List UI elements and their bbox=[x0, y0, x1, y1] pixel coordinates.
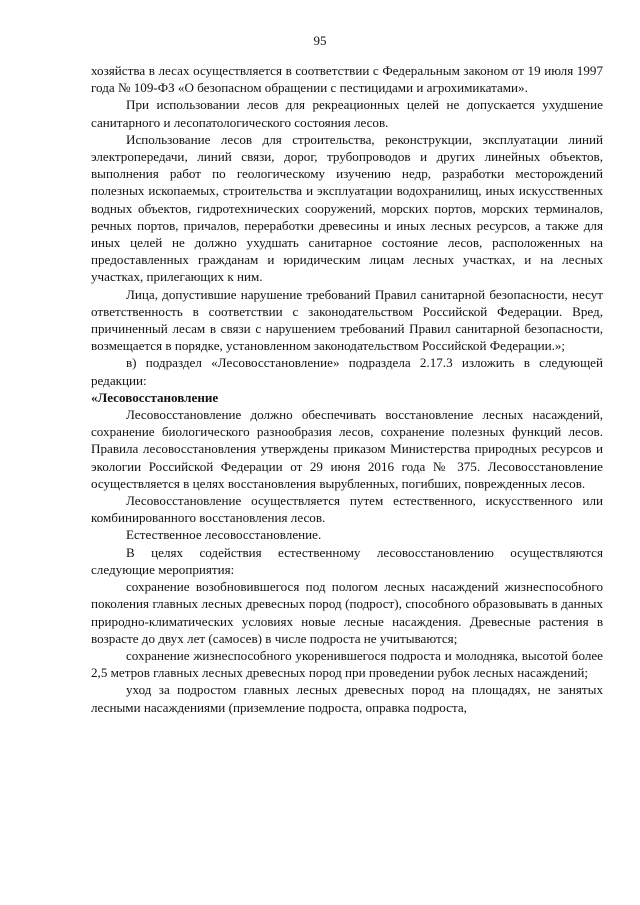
paragraph: в) подраздел «Лесовосстановление» подраздела 2.17.3 изложить в следующей редакции: bbox=[91, 355, 603, 388]
paragraph: Лесовосстановление должно обеспечивать восстановление лесных насаждений, сохранение биологического разнообразия лесов, сохранение полезных функций лесов. Правила лесовосстановления утверждены приказом Министерства природных ресурсов и экологии Российской Федерации от 29 июня 2016 года № 375. Лесовосстановление осуществляется в целях восстановления вырубленных, погибших, поврежденных лесов. bbox=[91, 407, 603, 491]
paragraph: В целях содействия естественному лесовосстановлению осуществляются следующие мероприятия: bbox=[91, 544, 603, 577]
list-item: уход за подростом главных лесных древесных пород на площадях, не занятых лесными насаждениями (приземление подроста, оправка подроста, bbox=[91, 682, 603, 715]
list-item: сохранение жизнеспособного укоренившегося подроста и молодняка, высотой более 2,5 метров главных лесных древесных пород при проведении рубок лесных насаждений; bbox=[91, 647, 603, 681]
paragraph: При использовании лесов для рекреационных целей не допускается ухудшение санитарного и лесопатологического состояния лесов. bbox=[91, 97, 603, 130]
paragraph: хозяйства в лесах осуществляется в соответствии с Федеральным законом от 19 июля 1997 года № 109-ФЗ «О безопасном обращении с пестицидами и агрохимикатами». bbox=[91, 63, 603, 96]
paragraph: Лица, допустившие нарушение требований Правил санитарной безопасности, несут ответственность в соответствии с законодательством Российской Федерации. Вред, причиненный лесам в связи с нарушением требований Правил санитарной безопасности, возмещается в порядке, установленном законодательством Российской Федерации.»; bbox=[91, 286, 603, 354]
section-heading: «Лесовосстановление bbox=[91, 389, 219, 405]
list-item: сохранение возобновившегося под пологом лесных насаждений жизнеспособного поколения главных лесных древесных пород (подрост), способного образовывать в данных природно-климатических условиях новые лесные насаждения. Древесные растения в возрасте до двух лет (самосев) в числе подроста не учитываются; bbox=[91, 579, 603, 646]
paragraph: Лесовосстановление осуществляется путем естественного, искусственного или комбинированного восстановления лесов. bbox=[91, 493, 603, 526]
page-number: 95 bbox=[313, 33, 327, 48]
document-body bbox=[91, 62, 603, 716]
paragraph: Естественное лесовосстановление. bbox=[126, 527, 322, 543]
paragraph: Использование лесов для строительства, реконструкции, эксплуатации линий электропередачи, линий связи, дорог, трубопроводов и других линейных объектов, выполнения работ по геологическому изучению недр, разработки месторождений полезных ископаемых, строительства и эксплуатации водохранилищ, иных искусственных водных объектов, гидротехнических сооружений, морских портов, морских терминалов, речных портов, причалов, переработки древесины и иных лесных ресурсов, а также для иных целей не должно ухудшать санитарное состояние лесов, расположенных на предоставленных гражданам и юридическим лицам лесных участках, и на лесных участках, прилегающих к ним. bbox=[91, 131, 603, 285]
